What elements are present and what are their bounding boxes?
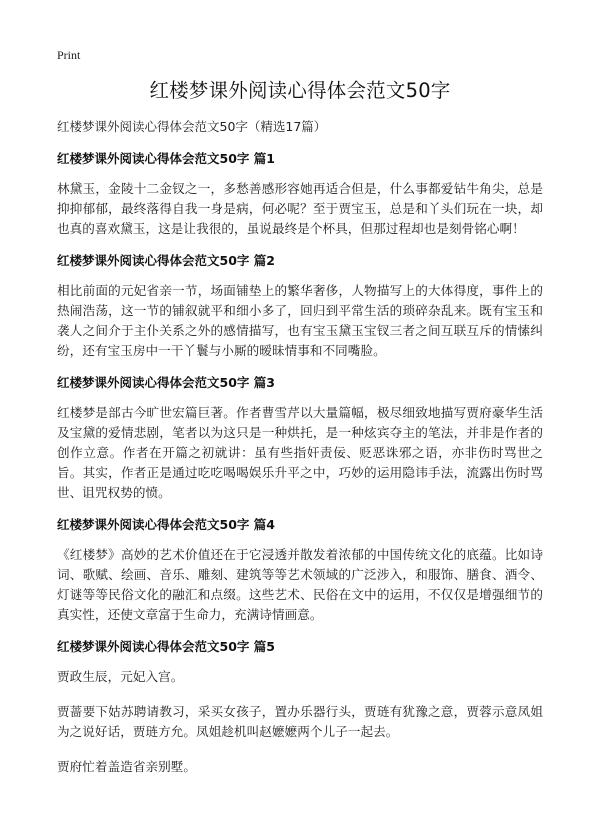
- document-subtitle: 红楼梦课外阅读心得体会范文50字（精选17篇）: [57, 119, 327, 134]
- section-paragraph: 相比前面的元妃省亲一节，场面铺垫上的繁华奢侈，人物描写上的大体得度，事件上的热闹浩荡，这一节的铺叙就平和细小多了，回归到平常生活的琐碎杂乱来。既有宝玉和袭人之间介于主仆关系之外的感情描写，也有宝玉黛玉宝钗三者之间互联互斥的情愫纠纷，还有宝玉房中一干丫鬟与小厮的暧昧情事和不同嘴脸。: [57, 283, 543, 358]
- print-link[interactable]: Print: [57, 48, 81, 62]
- section-paragraph: 林黛玉，金陵十二金钗之一，多愁善感形容她再适合但是，什么事都爱钻牛角尖，总是抑抑郁郁，最终落得自我一身是病，何必呢？至于贾宝玉，总是和丫头们玩在一块，却也真的喜欢黛玉，这是让我很的，虽说最终是个杯具，但那过程却也是刻骨铭心啊！: [57, 181, 543, 236]
- section-heading: 红楼梦课外阅读心得体会范文50字 篇4: [57, 517, 275, 532]
- section-heading: 红楼梦课外阅读心得体会范文50字 篇2: [57, 253, 275, 268]
- section-paragraph: 贾政生辰，元妃入宫。: [57, 669, 184, 684]
- section-paragraph: 贾蔷要下姑苏聘请教习，采买女孩子，置办乐器行头，贾琏有犹豫之意，贾蓉示意凤姐为之说好话，贾琏方允。凤姐趁机叫赵嬷嬷两个儿子一起去。: [57, 704, 543, 739]
- section-2: [57, 252, 543, 361]
- document-title: 红楼梦课外阅读心得体会范文50字: [149, 79, 451, 102]
- section-heading: 红楼梦课外阅读心得体会范文50字 篇3: [57, 375, 275, 390]
- section-paragraph: 《红楼梦》高妙的艺术价值还在于它浸透并散发着浓郁的中国传统文化的底蕴。比如诗词、歌赋、绘画、音乐、雕刻、建筑等等艺术领域的广泛涉入，和服饰、膳食、酒令、灯谜等等民俗文化的融汇和点缀。这些艺术、民俗在文中的运用，不仅仅是增强细节的真实性，还使文章富于生命力，充满诗情画意。: [57, 547, 543, 622]
- section-heading: 红楼梦课外阅读心得体会范文50字 篇1: [57, 151, 275, 166]
- section-1: [57, 150, 543, 239]
- section-paragraph: 贾府忙着盖造省亲别墅。: [57, 759, 197, 774]
- section-3: [57, 374, 543, 503]
- section-5: [57, 638, 543, 777]
- section-heading: 红楼梦课外阅读心得体会范文50字 篇5: [57, 639, 275, 654]
- section-paragraph: 红楼梦是部古今旷世宏篇巨著。作者曹雪芹以大量篇幅，极尽细致地描写贾府豪华生活及宝黛的爱情悲剧，笔者以为这只是一种烘托，是一种炫宾夺主的笔法，并非是作者的创作立意。作者在开篇之初就讲：虽有些指奸责佞、贬恶诛邪之语，亦非伤时骂世之旨。其实，作者正是通过吃吃喝喝娱乐升平之中，巧妙的运用隐讳手法，流露出伤时骂世、诅咒权势的愤。: [57, 405, 543, 500]
- section-4: [57, 516, 543, 625]
